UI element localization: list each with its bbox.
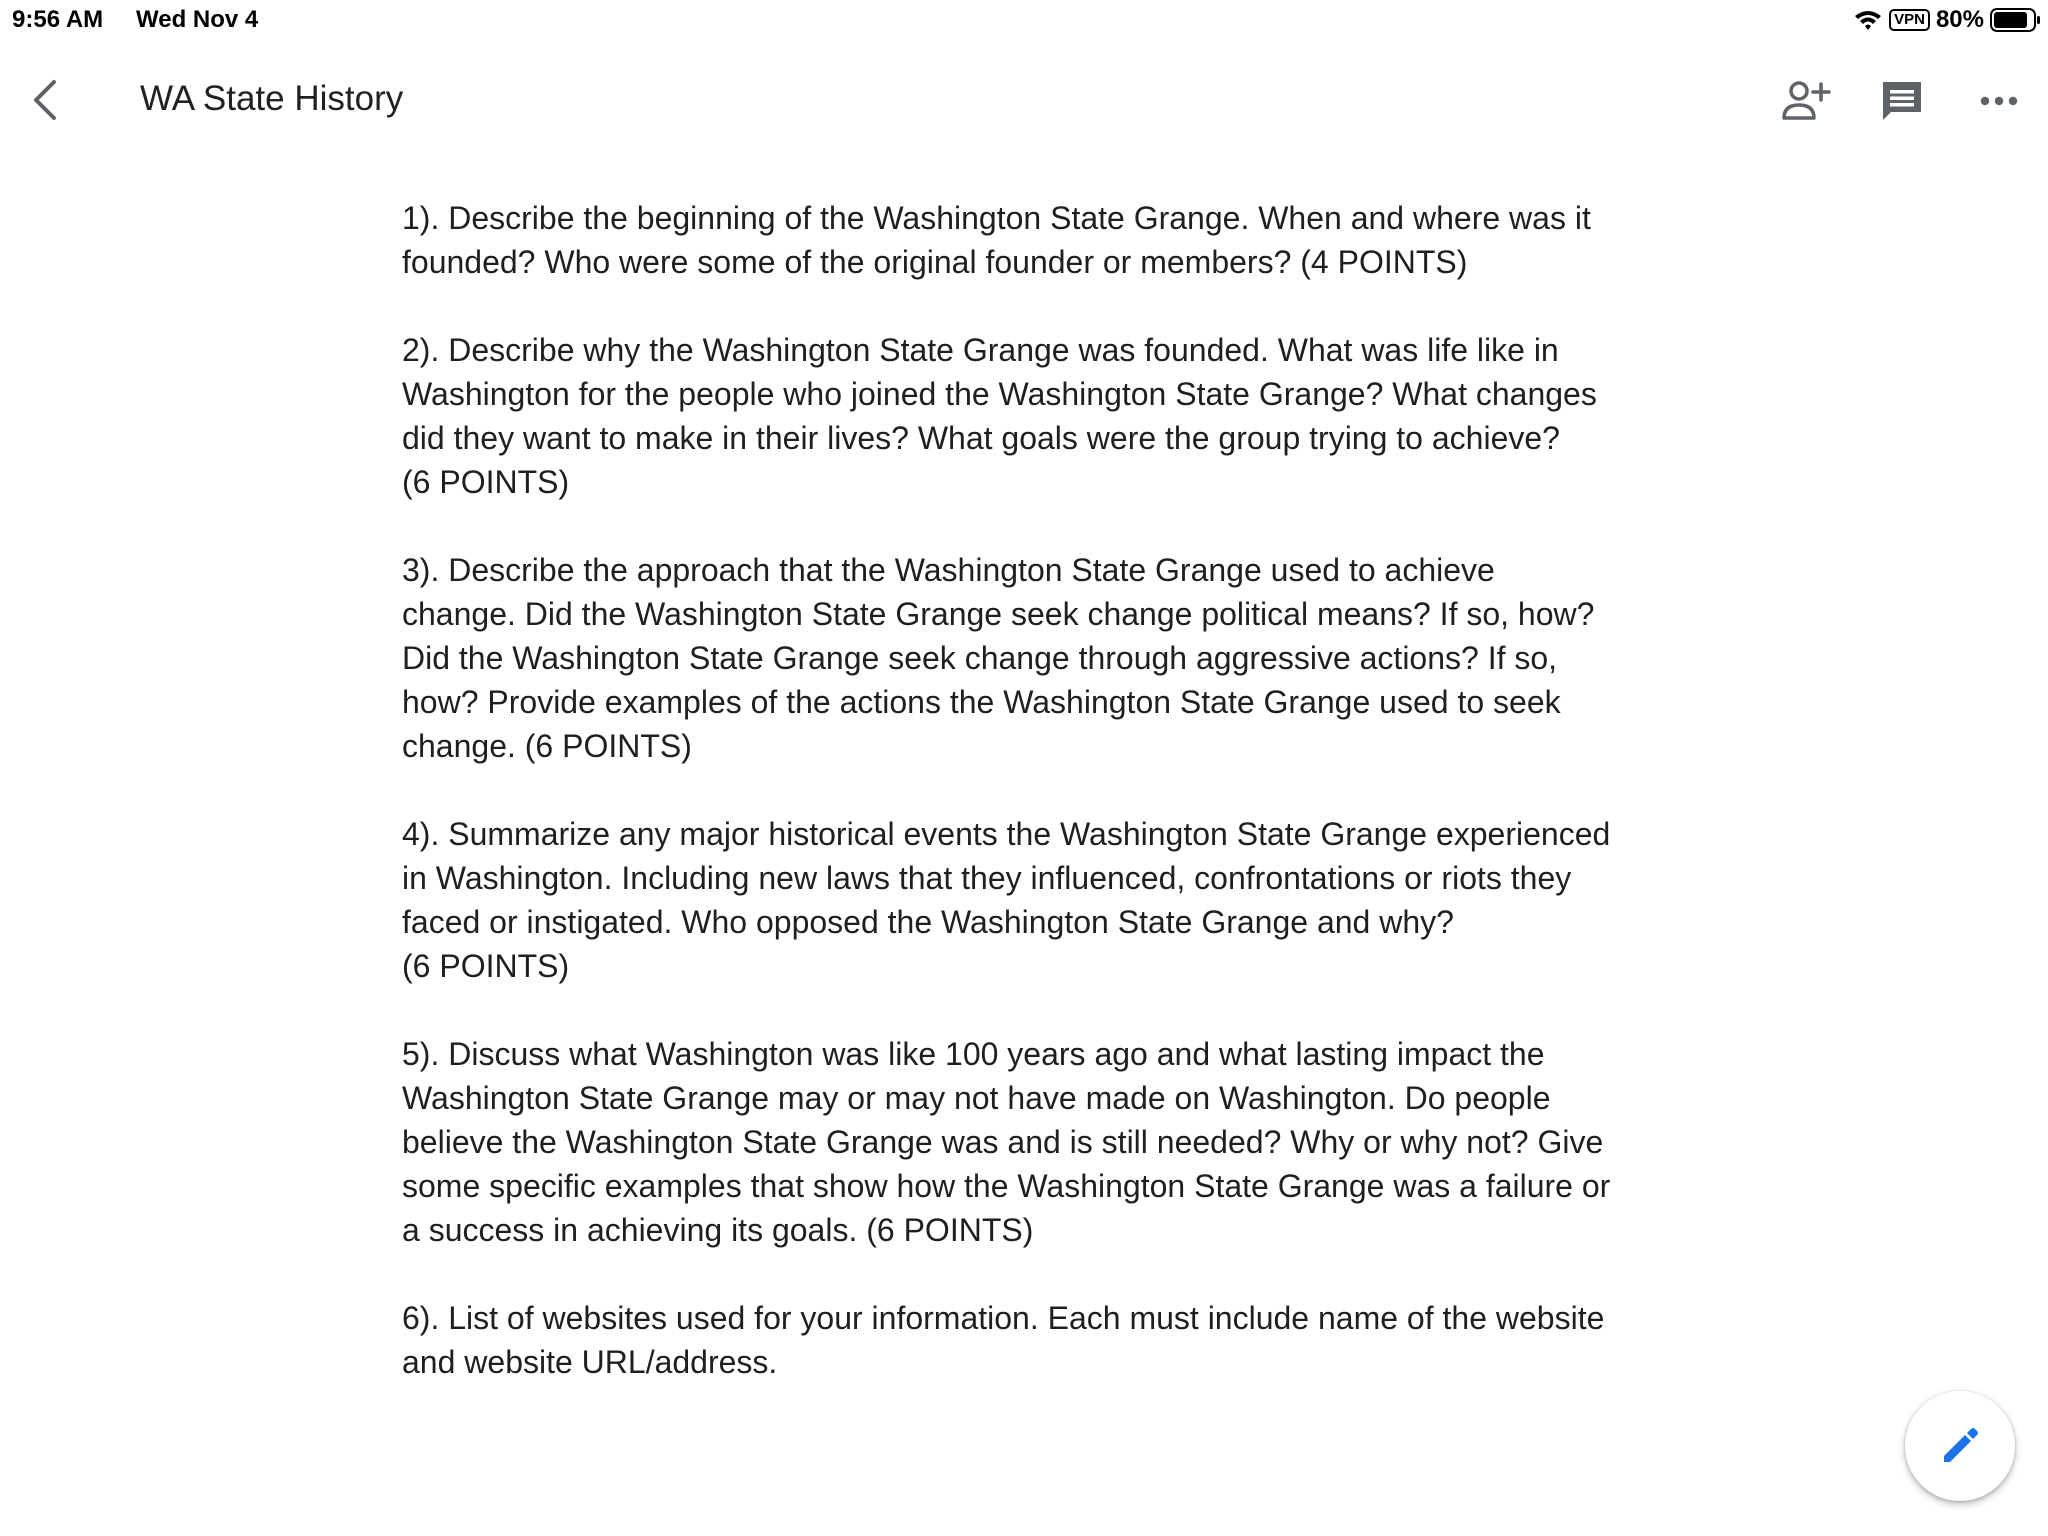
edit-fab-button[interactable] (1905, 1391, 2015, 1501)
document-body[interactable] (402, 196, 1682, 1428)
document-title: WA State History (140, 79, 404, 118)
battery-percentage: 80% (1935, 6, 1984, 33)
more-options-button[interactable] (1970, 72, 2028, 130)
status-indicators (1853, 4, 2042, 36)
chevron-left-icon (22, 74, 74, 126)
comment-icon (1879, 78, 1925, 124)
question-4: 4). Summarize any major historical events the Washington State Grange experienced in Washington. Including new laws that they influenced, confrontations or riots they faced or instigated. Who opposed the Washington State Grange and why? (6 POINTS) (402, 816, 1611, 984)
comments-button[interactable] (1873, 72, 1931, 130)
more-horizontal-icon (1979, 95, 2019, 107)
question-5: 5). Discuss what Washington was like 100 years ago and what lasting impact the Washington State Grange may or may not have made on Washington. Do people believe the Washington State Grange was and is still needed? Why or why not? Give some specific examples that show how the Washington State Grange was a failure or a success in achieving its goals. (6 POINTS) (402, 1036, 1611, 1248)
status-time: 9:56 AM (12, 6, 104, 33)
document-toolbar (0, 52, 2048, 148)
wifi-icon (1853, 8, 1883, 32)
status-bar (0, 0, 2048, 40)
share-button[interactable] (1777, 72, 1835, 130)
battery-icon (1990, 7, 2042, 33)
pencil-edit-icon (1938, 1424, 1982, 1468)
question-6: 6). List of websites used for your information. Each must include name of the website and website URL/address. (402, 1300, 1605, 1380)
question-1: 1). Describe the beginning of the Washington State Grange. When and where was it founded? Who were some of the original founder or members? (4 POINTS) (402, 200, 1591, 280)
person-add-icon (1781, 78, 1831, 124)
back-button[interactable] (22, 74, 74, 126)
question-2: 2). Describe why the Washington State Grange was founded. What was life like in Washington for the people who joined the Washington State Grange? What changes did they want to make in their lives? What goals were the group trying to achieve? (6 POINTS) (402, 332, 1597, 500)
status-date: Wed Nov 4 (136, 6, 259, 33)
vpn-badge: VPN (1889, 9, 1930, 31)
question-3: 3). Describe the approach that the Washington State Grange used to achieve change. Did the Washington State Grange seek change political means? If so, how? Did the Washington State Grange seek change through aggressive actions? If so, how? Provide examples of the actions the Washington State Grange used to seek change. (6 POINTS) (402, 552, 1595, 764)
